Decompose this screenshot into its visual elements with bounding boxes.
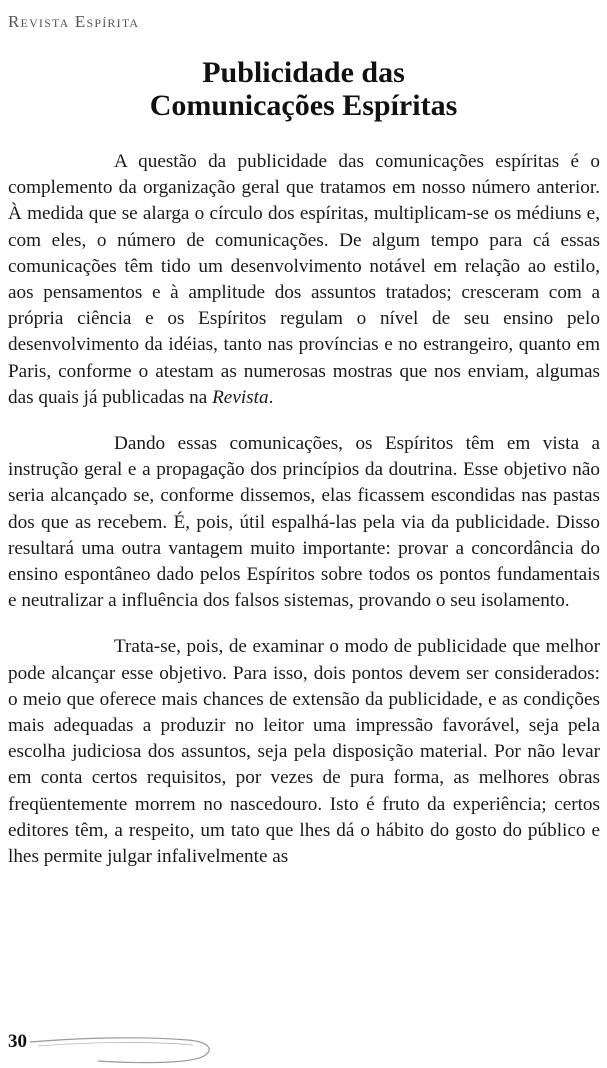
page-number: 30 xyxy=(8,1031,27,1052)
chapter-title-line-2: Comunicações Espíritas xyxy=(149,89,458,122)
journal-name-italic: Revista xyxy=(212,386,269,408)
paragraph-1-text: A questão da publicidade das comunicações espíritas é o complemento da organização geral que tratamos em nosso número anterior. À medida que se alarga o círculo dos espíritas, multiplicam-se os médiuns e, com eles, o número de comunicações. De algum tempo para cá essas comunicações têm tido um desenvolvimento notável em relação ao estilo, aos pensamentos e à amplitude dos assuntos tratados; cresceram com a própria ciência e os Espíritos regulam o nível de seu ensino pelo desenvolvimento da idéias, tanto nas províncias e no estrangeiro, quanto em Paris, conforme o atestam as numerosas mostras que nos enviam, algumas das quais já publicadas na xyxy=(8,151,600,408)
body-text xyxy=(8,149,600,870)
paragraph-3-text: Trata-se, pois, de examinar o modo de publicidade que melhor pode alcançar esse objetivo. Para isso, dois pontos devem ser considerados: o meio que oferece mais chances de extensão da publicidade, e as condições mais adequadas a produzir no leitor uma impressão favorável, seja pela escolha judiciosa dos assuntos, seja pela disposição material. Por não levar em conta certos requisitos, por vezes de pura forma, as melhores obras freqüentemente morrem no nascedouro. Isto é fruto da experiência; certos editores têm, a respeito, um tato que lhes dá o hábito do gosto do público e lhes permite julgar infalivelmente as xyxy=(8,636,600,868)
paragraph-2 xyxy=(8,431,600,614)
chapter-title-line-1: Publicidade das xyxy=(202,56,405,89)
paragraph-1 xyxy=(8,149,600,411)
paragraph-3 xyxy=(8,634,600,870)
running-head: Revista Espírita xyxy=(8,12,140,31)
folio-ornament xyxy=(28,1028,218,1068)
paragraph-2-text: Dando essas comunicações, os Espíritos têm em vista a instrução geral e a propagação dos princípios da doutrina. Esse objetivo não seria alcançado se, conforme dissemos, elas ficassem escondidas nas pastas dos que as recebem. É, pois, útil espalhá-las pela via da publicidade. Disso resultará uma outra vantagem muito importante: provar a concordância do ensino espontâneo dado pelos Espíritos sobre todos os pontos fundamentais e neutralizar a influência dos falsos sistemas, provando o seu isolamento. xyxy=(8,433,600,612)
chapter-title xyxy=(0,56,607,122)
paragraph-1-end: . xyxy=(268,386,274,408)
